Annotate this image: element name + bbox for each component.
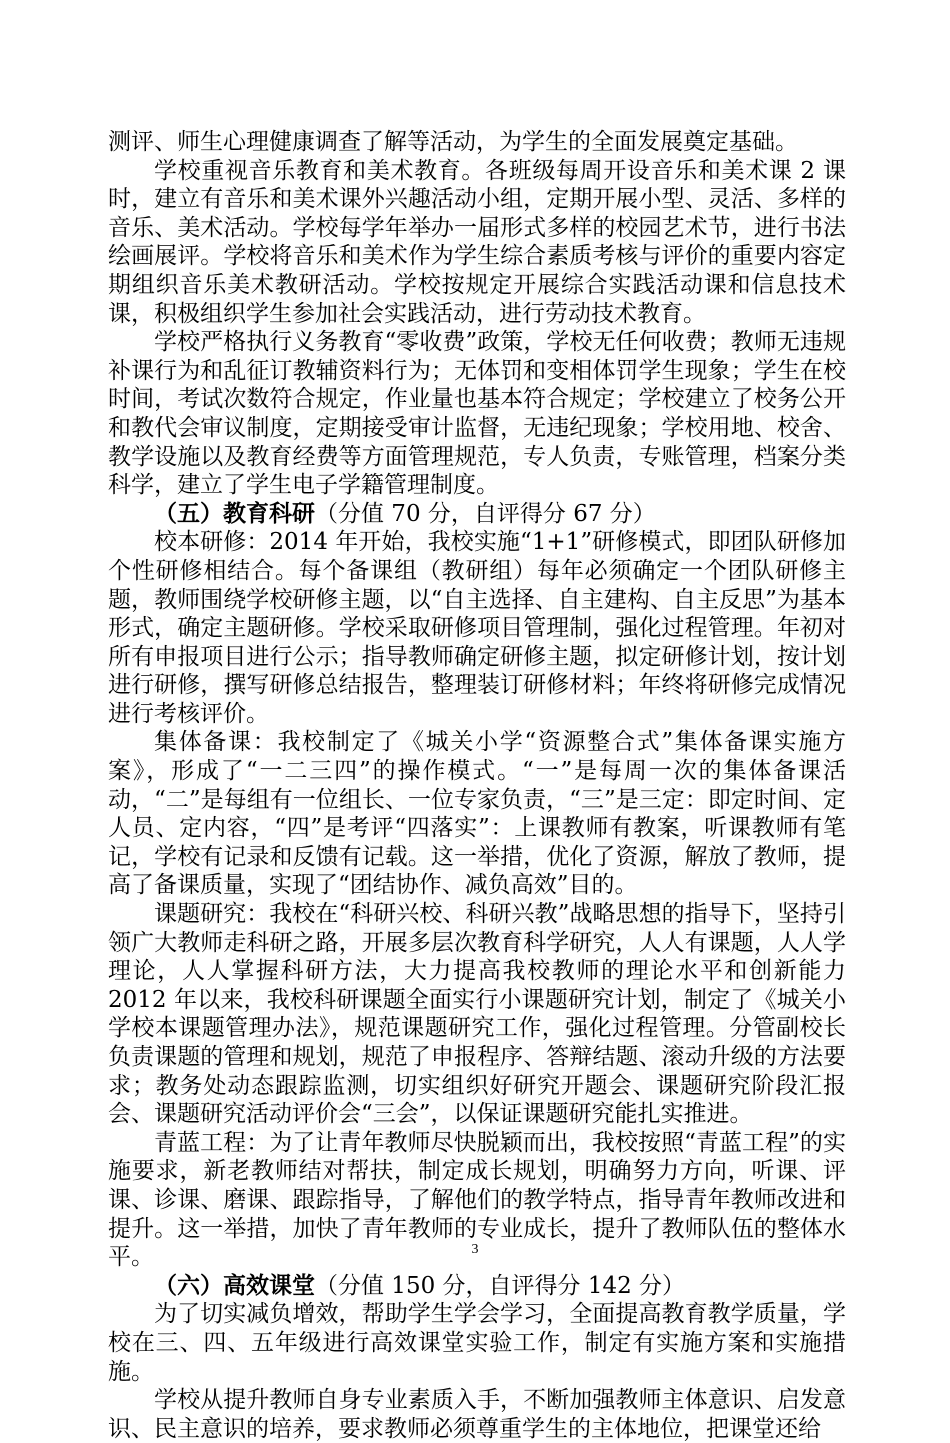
paragraph-qinglan-project: 青蓝工程：为了让青年教师尽快脱颖而出，我校按照“青蓝工程”的实施要求，新老教师结对帮扶，制定成长规划，明确努力方向，听课、评课、诊课、磨课、跟踪指导，了解他们的教学特点，指导青年教师改进和提升。这一举措，加快了青年教师的专业成长，提升了教师队伍的整体水平。 bbox=[108, 1129, 846, 1271]
section-heading-5 bbox=[108, 500, 846, 529]
paragraph-2: 学校重视音乐教育和美术教育。各班级每周开设音乐和美术课 2 课时，建立有音乐和美术课外兴趣活动小组，定期开展小型、灵活、多样的音乐、美术活动。学校每学年举办一届形式多样的校园艺术节，进行书法绘画展评。学校将音乐和美术作为学生综合素质考核与评价的重要内容定期组织音乐美术教研活动。学校按规定开展综合实践活动课和信息技术课，积极组织学生参加社会实践活动，进行劳动技术教育。 bbox=[108, 157, 846, 327]
paragraph-school-research: 校本研修：2014 年开始，我校实施“1+1”研修模式，即团队研修加个性研修相结合。每个备课组（教研组）每年必须确定一个团队研修主题，教师围绕学校研修主题，以“自主选择、自主建构、自主反思”为基本形式，确定主题研修。学校采取研修项目管理制，强化过程管理。年初对所有申报项目进行公示；指导教师确定研修主题，拟定研修计划，按计划进行研修，撰写研修总结报告，整理装订研修材料；年终将研修完成情况进行考核评价。 bbox=[108, 529, 846, 727]
paragraph-topic-research: 课题研究：我校在“科研兴校、科研兴教”战略思想的指导下，坚持引领广大教师走科研之路，开展多层次教育科学研究，人人有课题，人人学理论，人人掌握科研方法，大力提高我校教师的理论水平和创新能力2012 年以来，我校科研课题全面实行小课题研究计划，制定了《城关小学校本课题管理办法》，规范课题研究工作，强化过程管理。分管副校长负责课题的管理和规划，规范了申报程序、答辩结题、滚动升级的方法要求；教务处动态跟踪监测，切实组织好研究开题会、课题研究阶段汇报会、课题研究活动评价会“三会”，以保证课题研究能扎实推进。 bbox=[108, 901, 846, 1128]
section-heading-5-score: （分值 70 分，自评得分 67 分） bbox=[315, 500, 656, 527]
paragraph-efficient-classroom-2: 学校从提升教师自身专业素质入手，不断加强教师主体意识、启发意识、民主意识的培养，要求教师必须尊重学生的主体地位，把课堂还给 bbox=[108, 1387, 846, 1442]
paragraph-1: 测评、师生心理健康调查了解等活动，为学生的全面发展奠定基础。 bbox=[108, 129, 798, 155]
paragraph-3: 学校严格执行义务教育“零收费”政策，学校无任何收费；教师无违规补课行为和乱征订教辅资料行为；无体罚和变相体罚学生现象；学生在校时间，考试次数符合规定，作业量也基本符合规定；学校建立了校务公开和教代会审议制度，定期接受审计监督，无违纪现象；学校用地、校舍、教学设施以及教育经费等方面管理规范，专人负责，专账管理，档案分类科学，建立了学生电子学籍管理制度。 bbox=[108, 329, 846, 499]
section-heading-6-score: （分值 150 分，自评得分 142 分） bbox=[315, 1272, 686, 1299]
section-heading-6-title: （六）高效课堂 bbox=[154, 1271, 315, 1299]
section-heading-5-title: （五）教育科研 bbox=[154, 499, 315, 527]
page-number: 3 bbox=[471, 1242, 479, 1257]
section-heading-6 bbox=[108, 1272, 846, 1301]
paragraph-collective-lesson-prep: 集体备课：我校制定了《城关小学“资源整合式”集体备课实施方案》，形成了“一二三四”的操作模式。“一”是每周一次的集体备课活动，“二”是每组有一位组长、一位专家负责，“三”是三定：即定时间、定人员、定内容，“四”是考评“四落实”：上课教师有教案，听课教师有笔记，学校有记录和反馈有记载。这一举措，优化了资源，解放了教师，提高了备课质量，实现了“团结协作、减负高效”目的。 bbox=[108, 729, 846, 899]
paragraph-efficient-classroom-1: 为了切实减负增效，帮助学生学会学习，全面提高教育教学质量，学校在三、四、五年级进行高效课堂实验工作，制定有实施方案和实施措施。 bbox=[108, 1301, 846, 1385]
